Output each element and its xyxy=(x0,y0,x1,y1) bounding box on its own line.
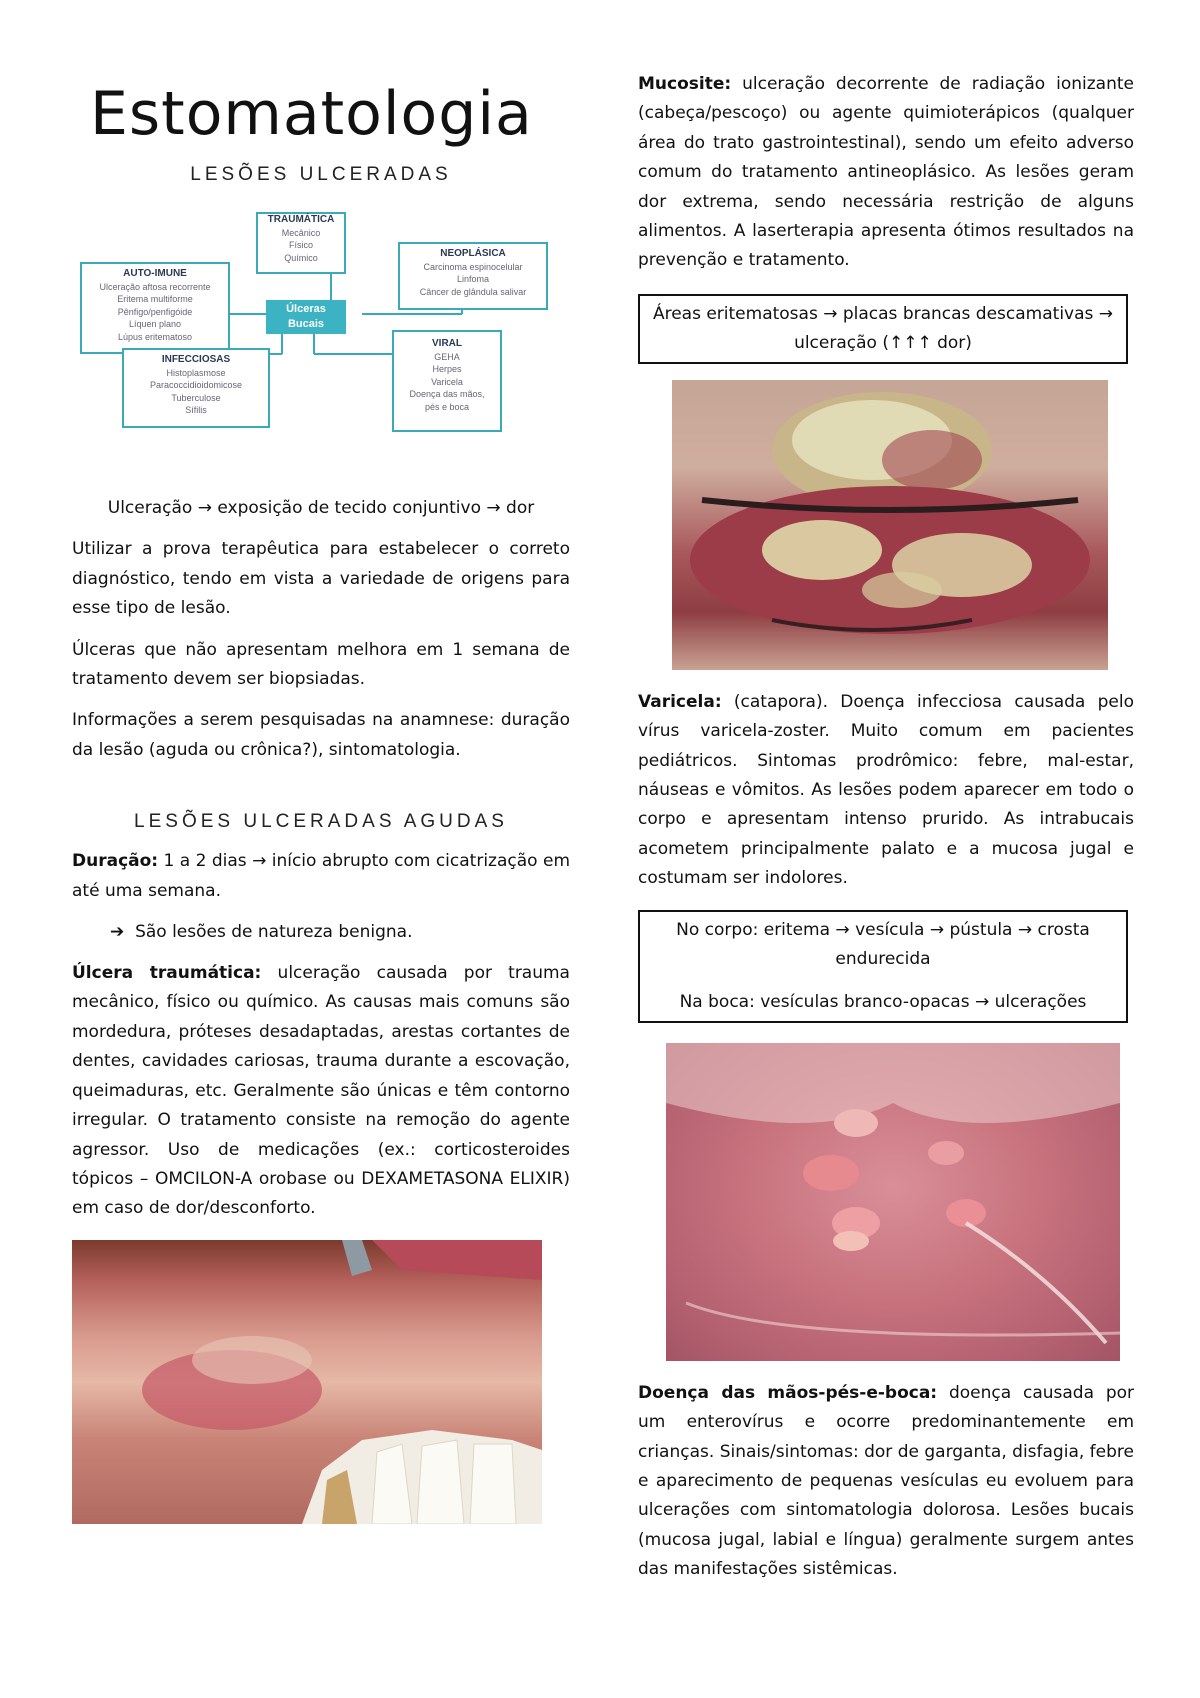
diagram-item: Doença das mãos, xyxy=(409,389,485,399)
mucosite-text: ulceração decorrente de radiação ionizante (cabeça/pescoço) ou agente quimioterápicos (qualquer área do trato gastrointestinal), sendo um efeito adverso comum do tratamento antineoplásico. As lesões geram dor extrema, sendo necessária restrição de alguns alimentos. A laserterapia apresenta ótimos resultados na prevenção e tratamento. xyxy=(638,74,1134,271)
paragraph-varicela xyxy=(638,688,1134,894)
diagram-item: Paracoccidioidomicose xyxy=(149,380,243,390)
benigna-text: São lesões de natureza benigna. xyxy=(135,922,413,943)
varicela-label: Varicela: xyxy=(638,691,722,712)
paragraph-biopsia: Úlceras que não apresentam melhora em 1 semana de tratamento devem ser biopsiadas. xyxy=(72,639,570,690)
center-line-2: Bucais xyxy=(287,318,325,330)
diagram-item: pés e boca xyxy=(424,401,470,412)
left-column xyxy=(72,70,570,1524)
paragraph-anamnese: Informações a serem pesquisadas na anamnese: duração da lesão (aguda ou crônica?), sintomatologia. xyxy=(72,710,570,760)
diagram-item: Químico xyxy=(284,252,318,263)
box1-line2: ulceração (↑↑↑ dor) xyxy=(794,332,972,353)
maos-label: Doença das mãos-pés-e-boca: xyxy=(638,1382,938,1403)
neoplasica-title: NEOPLÁSICA xyxy=(440,248,506,259)
diagram-item: Ulceração aftosa recorrente xyxy=(99,281,211,292)
box2-line2: Na boca: vesículas branco-opacas → ulcerações xyxy=(679,991,1087,1012)
diagram-item: Varicela xyxy=(431,376,463,387)
diagram-item: Lúpus eritematoso xyxy=(117,331,193,342)
viral-title: VIRAL xyxy=(432,338,462,349)
diagram-item: Carcinoma espinocelular xyxy=(423,261,523,272)
photo-ulcera-traumatica-drawing xyxy=(72,1240,542,1524)
ulcera-text: ulceração causada por trauma mecânico, físico ou químico. As causas mais comuns são mordedura, próteses desadaptadas, arestas cortantes de dentes, cavidades cariosas, trauma durante a escovação, queimaduras, etc. Geralmente são únicas e têm contorno irregular. O tratamento consiste na remoção do agente agressor. Uso de medicações (ex.: corticosteroides tópicos – OMCILON-A orobase ou DEXAMETASONA ELIXIR) em caso de dor/desconforto. xyxy=(72,963,570,1219)
photo-mucosite-drawing xyxy=(672,380,1108,670)
diagram-item: Líquen plano xyxy=(128,319,182,329)
autoimune-title: AUTO-IMUNE xyxy=(123,268,187,279)
photo-mucosite xyxy=(672,380,1108,670)
paragraph-mucosite xyxy=(638,70,1134,276)
benigna-item xyxy=(110,918,570,947)
diagram-item: Pênfigo/penfigóide xyxy=(117,306,193,317)
varicela-progression-box xyxy=(638,910,1128,1023)
mucosite-label: Mucosite: xyxy=(638,74,732,94)
box1-line1: Áreas eritematosas → placas brancas descamativas → xyxy=(652,303,1114,324)
page-title: Estomatologia xyxy=(90,79,533,149)
paragraph-ulcera-traumatica xyxy=(72,959,570,1224)
duracao-text: 1 a 2 dias → início abrupto com cicatrização em até uma semana. xyxy=(72,851,570,901)
paragraph-prova-terapeutica: Utilizar a prova terapêutica para estabelecer o correto diagnóstico, tendo em vista a variedade de origens para esse tipo de lesão. xyxy=(72,539,570,619)
diagram-item: Eritema multiforme xyxy=(117,294,193,304)
diagram-item: Câncer de glândula salivar xyxy=(419,286,527,297)
photo-ulcera-traumatica xyxy=(72,1240,542,1524)
diagram-center xyxy=(266,300,346,334)
diagram-item: Herpes xyxy=(432,364,462,374)
varicela-text: (catapora). Doença infecciosa causada pelo vírus varicela-zoster. Muito comum em pacientes pediátricos. Sintomas prodrômico: febre, mal-estar, náuseas e vômitos. As lesões podem aparecer em todo o corpo e apresentam intenso prurido. As intrabucais acometem principalmente palato e a mucosa jugal e costumam ser indolores. xyxy=(638,691,1134,889)
photo-varicela-drawing xyxy=(666,1043,1120,1361)
ulcer-classification-diagram xyxy=(72,212,552,472)
duracao-label: Duração: xyxy=(72,851,159,872)
section-heading-agudas: LESÕES ULCERADAS AGUDAS xyxy=(134,811,508,833)
maos-text: doença causada por um enterovírus e ocorre predominantemente em crianças. Sinais/sintomas: dor de garganta, disfagia, febre e aparecimento de pequenas vesículas eu evoluem para ulcerações com sintomatologia dolorosa. Lesões bucais (mucosa jugal, labial e língua) geralmente surgem antes das manifestações sistêmicas. xyxy=(638,1382,1135,1580)
diagram-item: GEHA xyxy=(434,351,460,362)
box2-line1: No corpo: eritema → vesícula → pústula → crosta endurecida xyxy=(676,919,1090,969)
diagram-traumatica xyxy=(256,212,346,274)
paragraph-maos-pes-boca xyxy=(638,1379,1134,1585)
diagram-autoimune xyxy=(80,262,230,354)
paragraph-duracao xyxy=(72,847,570,906)
diagram-item: Tuberculose xyxy=(171,392,221,403)
diagram-item: Físico xyxy=(288,240,313,250)
section-heading-ulceradas: LESÕES ULCERADAS xyxy=(190,164,452,185)
diagram-item: Histoplasmose xyxy=(166,367,226,378)
ulcera-label: Úlcera traumática: xyxy=(72,963,262,984)
diagram-item: Mecânico xyxy=(281,227,321,238)
diagram-item: Linfoma xyxy=(456,274,490,284)
ulceracao-flow: Ulceração → exposição de tecido conjuntivo → dor xyxy=(107,498,535,518)
diagram-item: Sífilis xyxy=(185,405,207,415)
mucosite-progression-box xyxy=(638,294,1128,364)
photo-varicela xyxy=(666,1043,1120,1361)
right-column xyxy=(638,70,1134,1585)
diagram-neoplasica xyxy=(398,242,548,310)
diagram-viral xyxy=(392,330,502,432)
center-line-1: Úlceras xyxy=(286,303,326,315)
traumatica-title: TRAUMÁTICA xyxy=(267,214,335,225)
infecciosas-title: INFECCIOSAS xyxy=(161,354,231,365)
arrow-icon: ➔ xyxy=(110,922,125,943)
diagram-infecciosas xyxy=(122,348,270,428)
